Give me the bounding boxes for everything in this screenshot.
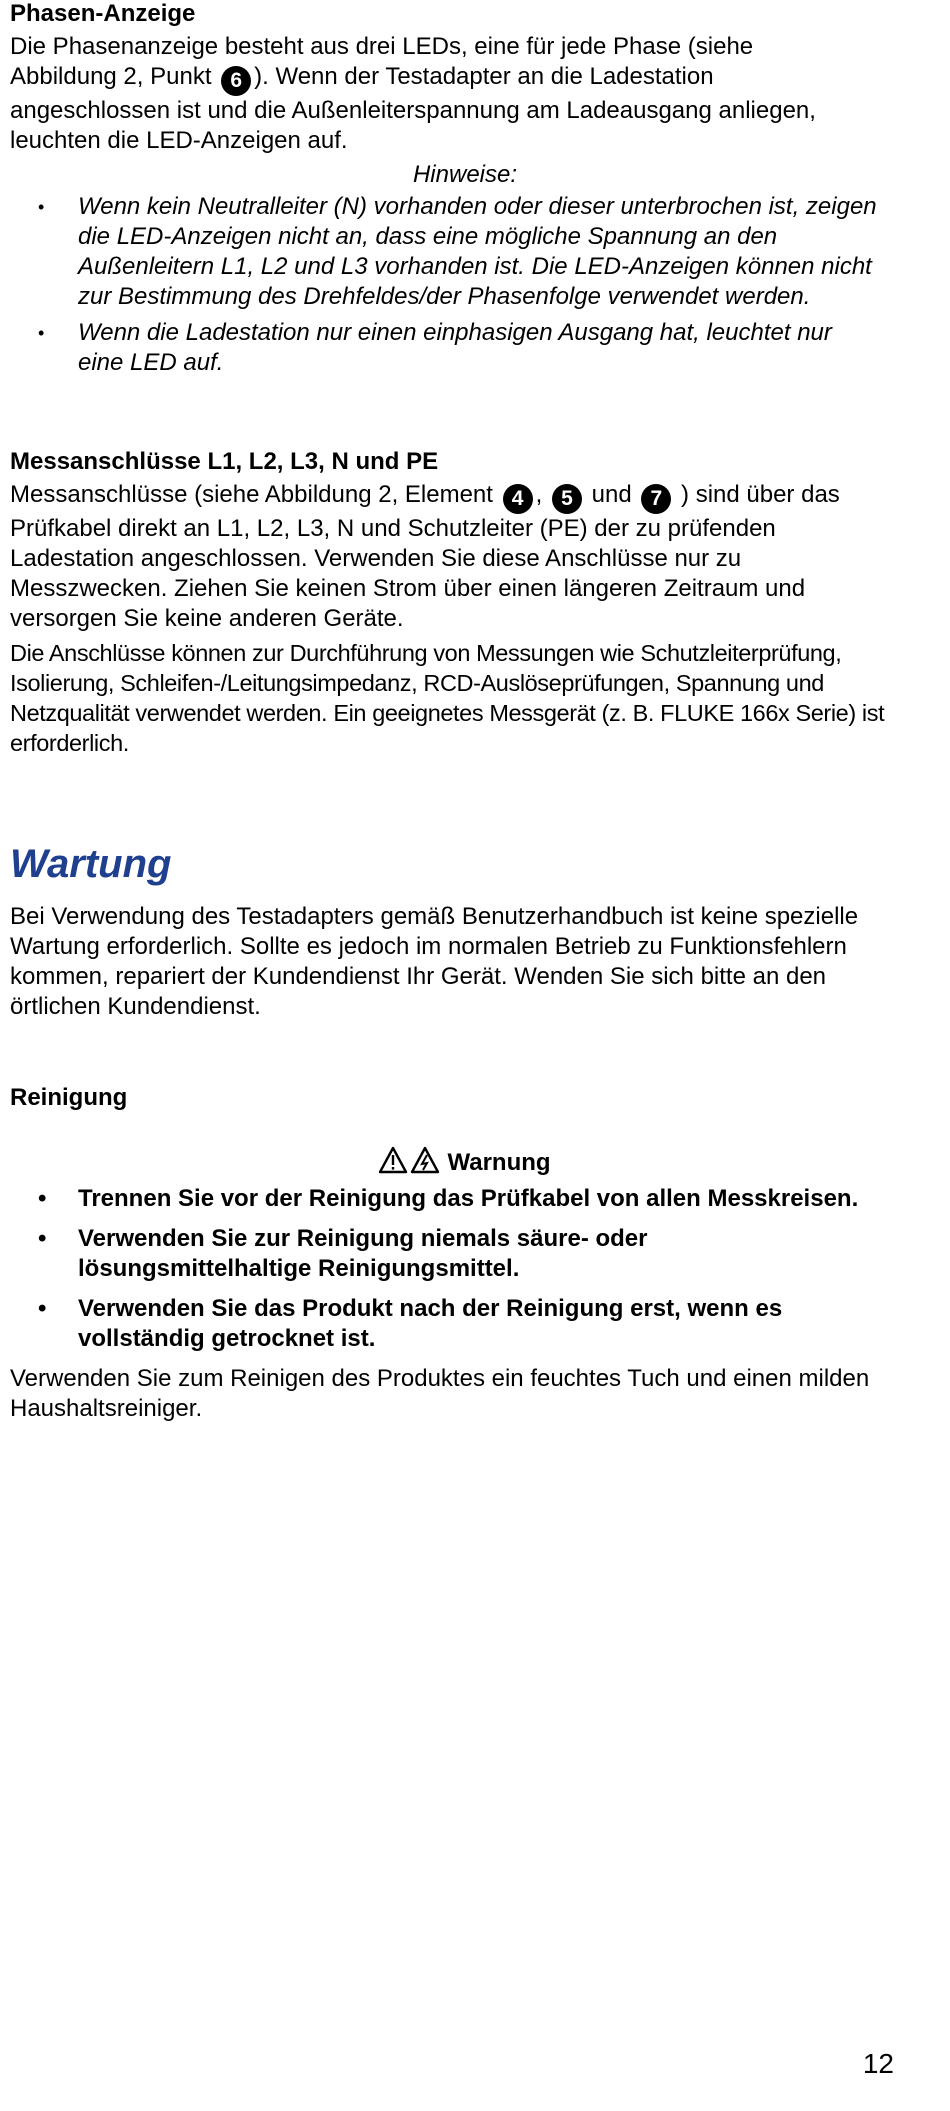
warning-heading — [10, 1146, 920, 1182]
bullet: • — [38, 1295, 47, 1322]
warning-item — [10, 1184, 920, 1214]
note-text: Wenn kein Neutralleiter (N) vorhanden oder dieser unterbrochen ist, zeigen die LED-Anzeigen nicht an, dass eine mögliche Spannung an den Außenleitern L1, L2 und L3 vorhanden ist. Die LED-Anzeigen können nicht zur Bestimmung des Drehfeldes/der Phasenfolge verwendet werden. — [78, 193, 877, 310]
phase-intro — [10, 32, 830, 156]
warning-item — [10, 1224, 838, 1284]
note-item — [10, 192, 878, 312]
notes-heading: Hinweise: — [412, 161, 518, 188]
warning-text: Verwenden Sie das Produkt nach der Reinigung erst, wenn es vollständig getrocknet ist. — [78, 1295, 783, 1352]
bullet: • — [38, 1225, 47, 1252]
terminals-text-usage: Die Anschlüsse können zur Durchführung von Messungen wie Schutzleiterprüfung, Isolierung, Schleifen-/Leitungsimpedanz, RCD-Auslöseprüfungen, Spannung und Netzqualität verwendet werden. Ein geeignetes Messgerät (z. B. FLUKE 166x Serie) ist erforderlich. — [10, 640, 885, 756]
warning-text: Verwenden Sie zur Reinigung niemals säure- oder lösungsmittelhaltige Reinigungsmittel. — [78, 1225, 648, 1282]
warning-text: Trennen Sie vor der Reinigung das Prüfkabel von allen Messkreisen. — [78, 1185, 859, 1212]
cleaning-heading: Reinigung — [10, 1084, 128, 1111]
terminals-text-b: ) sind über das Prüfkabel direkt an L1, L2, L3, N und Schutzleiter (PE) der zu prüfenden Ladestation angeschlossen. Verwenden Sie diese Anschlüsse nur zu Messzwecken. Ziehen Sie keinen Strom über einen längeren Zeitraum und versorgen Sie keine anderen Geräte. — [10, 481, 840, 632]
terminals-text — [10, 480, 890, 634]
bullet: • — [38, 323, 45, 343]
phase-heading: Phasen-Anzeige — [10, 0, 196, 27]
page-number: 12 — [862, 2048, 894, 2079]
maintenance-text: Bei Verwendung des Testadapters gemäß Benutzerhandbuch ist keine spezielle Wartung erforderlich. Sollte es jedoch im normalen Betrieb zu Funktionsfehlern kommen, repariert der Kundendienst Ihr Gerät. Wenden Sie sich bitte an den örtlichen Kundendienst. — [10, 903, 859, 1020]
warning-triangle-icon — [379, 1146, 441, 1174]
section-maintenance — [10, 840, 920, 1022]
note-item — [10, 318, 878, 378]
maintenance-heading: Wartung — [10, 842, 172, 886]
section-terminals — [10, 448, 920, 758]
terminals-text-a: Messanschlüsse (siehe Abbildung 2, Element — [10, 481, 493, 508]
warning-icons — [379, 1146, 441, 1182]
marker-6: 6 — [221, 66, 251, 96]
note-text: Wenn die Ladestation nur einen einphasigen Ausgang hat, leuchtet nur eine LED auf. — [78, 319, 832, 376]
separator: , — [535, 481, 543, 508]
phase-intro-text-b: ). Wenn der Testadapter an die Ladestation angeschlossen ist und die Außenleiterspannung am Ladeausgang anliegen, leuchten die LED-Anzeigen auf. — [10, 63, 816, 154]
warning-item — [10, 1294, 878, 1354]
cleaning-text: Verwenden Sie zum Reinigen des Produktes ein feuchtes Tuch und einen milden Haushaltsreiniger. — [10, 1365, 870, 1422]
terminals-heading: Messanschlüsse L1, L2, L3, N und PE — [10, 448, 439, 475]
phase-intro-text-a: Die Phasenanzeige besteht aus drei LEDs, eine für jede Phase (siehe Abbildung 2, Punkt — [10, 33, 754, 90]
bullet: • — [38, 197, 45, 217]
bullet: • — [38, 1185, 47, 1212]
warning-list — [10, 1184, 920, 1354]
marker-7: 7 — [641, 484, 671, 514]
marker-4: 4 — [503, 484, 533, 514]
separator: und — [591, 481, 632, 508]
warning-title: Warnung — [447, 1149, 551, 1176]
section-phase — [10, 0, 920, 384]
section-cleaning — [10, 1084, 920, 1424]
marker-5: 5 — [552, 484, 582, 514]
notes-list — [10, 192, 920, 378]
